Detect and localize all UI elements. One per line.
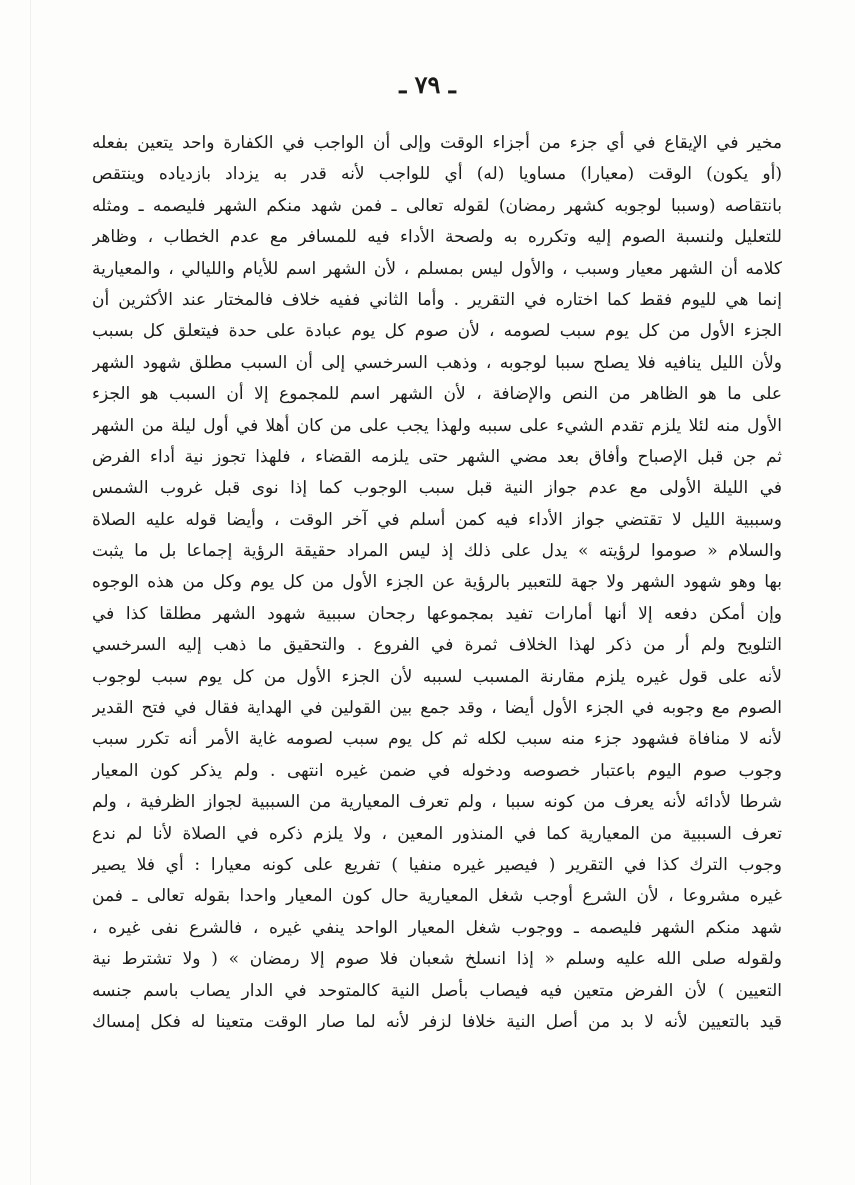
text-line: الأول منه لئلا يلزم تقدم الشيء على سببه ولهذا يجب على من كان أهلا في أول ليلة من الشهر	[92, 415, 782, 436]
text-line: بانتقاصه (وسببا لوجوبه كشهر رمضان) لقوله تعالى ـ فمن شهد منكم الشهر فليصمه ـ ومثله	[92, 195, 782, 216]
text-line: لأنه على قول غيره يلزم مقارنة المسبب لسببه لأن الجزء الأول من كل يوم سبب لوجوب	[92, 666, 782, 687]
text-line: ولأن الليل ينافيه فلا يصلح سببا لوجوبه ، وذهب السرخسي إلى أن السبب مطلق شهود الشهر	[92, 352, 782, 373]
text-line: غيره مشروعا ، لأن الشرع أوجب شغل المعيارية حال كون المعيار واحدا بقوله تعالى ـ فمن	[92, 886, 782, 907]
text-line: (أو يكون) الوقت (معيارا) مساويا (له) أي للواجب لأنه قدر به يزداد بازدياده وينتقص	[92, 164, 782, 185]
text-line: الجزء الأول من كل يوم سبب لصومه ، لأن صوم كل يوم عبادة على حدة فيتعلق كل بسبب	[92, 321, 782, 342]
text-line: وجوب صوم اليوم باعتبار خصوصه ودخوله في ضمن غيره انتهى . ولم يذكر كون المعيار	[92, 760, 782, 781]
text-line: شهد منكم الشهر فليصمه ـ ووجوب شغل المعيار الواحد ينفي غيره ، فالشرع نفى غيره ،	[92, 917, 782, 938]
text-line: كلامه أن الشهر معيار وسبب ، والأول ليس بمسلم ، لأن الشهر اسم للأيام والليالي ، والمعيارية	[92, 258, 782, 279]
text-line: إنما هي لليوم فقط كما اختاره في التقرير . وأما الثاني ففيه خلاف فالمختار عند الأكثرين أن	[92, 289, 782, 310]
body-text	[92, 128, 782, 1038]
text-line: التلويح ولم أر من ذكر لهذا الخلاف ثمرة في الفروع . والتحقيق ما ذهب إليه السرخسي	[92, 635, 782, 656]
page-number: ـ ٧٩ ـ	[399, 70, 456, 99]
text-line: التعيين ) لأن الفرض متعين فيه فيصاب بأصل النية كالمتوحد في الدار يصاب باسم جنسه	[92, 980, 782, 1001]
page-edge-shadow	[30, 0, 31, 1185]
text-line: بها وهو شهود الشهر ولا جهة للتعبير بالرؤية عن الجزء الأول من كل يوم وكل من هذه الوجوه	[92, 572, 782, 593]
text-line: ثم جن قبل الإصباح وأفاق بعد مضي الشهر حتى يلزمه القضاء ، فلهذا تجوز نية أداء الفرض	[92, 446, 782, 467]
text-line: في الليلة الأولى مع عدم جواز النية قبل سبب الوجوب كما إذا نوى قبل غروب الشمس	[92, 478, 782, 499]
text-line: الصوم مع وجوبه في الجزء الأول أيضا ، وقد جمع بين القولين في الهداية فقال في فتح القدير	[92, 698, 782, 719]
text-line: والسلام « صوموا لرؤيته » يدل على ذلك إذ ليس المراد حقيقة الرؤية إجماعا بل ما يثبت	[92, 541, 782, 562]
text-line: ولقوله صلى الله عليه وسلم « إذا انسلخ شعبان فلا صوم إلا رمضان » ( ولا تشترط نية	[92, 949, 782, 970]
text-line: تعرف السببية من المعيارية كما في المنذور المعين ، ولا يلزم ذكره في الصلاة لأنا لم ندع	[92, 823, 782, 844]
text-line: قيد بالتعيين لأنه لا بد من أصل النية خلافا لزفر لأنه لما صار الوقت متعينا له فكل إمساك	[92, 1011, 782, 1032]
text-line: وجوب الترك كذا في التقرير ( فيصير غيره منفيا ) تفريع على كونه معيارا : أي فلا يصير	[92, 854, 782, 875]
text-line: وإن أمكن دفعه إلا أنها أمارات تفيد بمجموعها رجحان سببية شهود الشهر مطلقا كذا في	[92, 603, 782, 624]
text-line: وسببية الليل لا تقتضي جواز الأداء فيه كمن أسلم في آخر الوقت ، وأيضا قوله عليه الصلاة	[92, 509, 782, 530]
text-line: لأنه لا منافاة فشهود جزء منه سبب لكله ثم كل يوم سبب لصومه غاية الأمر أنه تكرر سبب	[92, 729, 782, 750]
text-line: للتعليل ولنسبة الصوم إليه وتكرره به ولصحة الأداء فيه للمسافر مع عدم الخطاب ، وظاهر	[92, 227, 782, 248]
text-line: مخير في الإيقاع في أي جزء من أجزاء الوقت وإلى أن الواجب في الكفارة واحد يتعين بفعله	[92, 133, 782, 153]
text-line: على ما هو الظاهر من النص والإضافة ، لأن الشهر اسم للمجموع إلا أن السبب هو الجزء	[92, 384, 782, 405]
text-line: شرطا لأدائه لأنه يعرف من كونه سببا ، ولم تعرف المعيارية من السببية لجواز الظرفية ، ولم	[92, 792, 782, 813]
